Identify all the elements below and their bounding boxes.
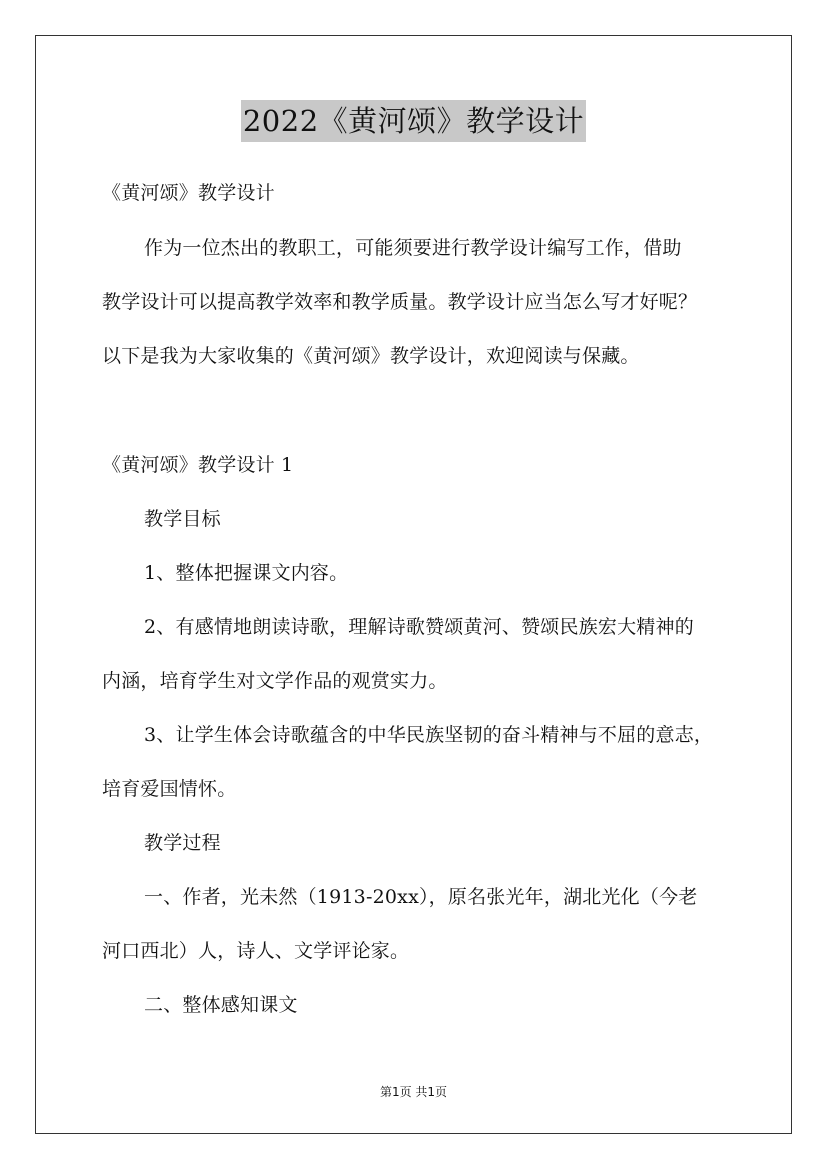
step-1-line-1: 一、作者，光未然（1913-20xx），原名张光年，湖北光化（今老 — [144, 886, 698, 908]
goal-2-line-2: 内涵，培育学生对文学作品的观赏实力。 — [102, 670, 448, 692]
intro-line-2: 教学设计可以提高教学效率和教学质量。教学设计应当怎么写才好呢？ — [102, 291, 698, 313]
intro-line-1: 作为一位杰出的教职工，可能须要进行教学设计编写工作，借助 — [144, 237, 682, 259]
title-container — [0, 100, 827, 142]
section-heading: 《黄河颂》教学设计 1 — [102, 454, 294, 476]
step-2: 二、整体感知课文 — [144, 994, 298, 1016]
goal-3-line-1: 3、让学生体会诗歌蕴含的中华民族坚韧的奋斗精神与不屈的意志， — [144, 724, 714, 746]
goals-heading: 教学目标 — [144, 508, 221, 530]
document-title: 2022《黄河颂》教学设计 — [241, 100, 586, 142]
goal-3-line-2: 培育爱国情怀。 — [102, 778, 237, 800]
subtitle: 《黄河颂》教学设计 — [102, 182, 275, 204]
page-footer: 第1页 共1页 — [379, 1085, 448, 1099]
intro-line-3: 以下是我为大家收集的《黄河颂》教学设计，欢迎阅读与保藏。 — [102, 345, 640, 367]
goal-2-line-1: 2、有感情地朗读诗歌，理解诗歌赞颂黄河、赞颂民族宏大精神的 — [144, 616, 694, 638]
step-1-line-2: 河口西北）人，诗人、文学评论家。 — [102, 940, 410, 962]
goal-1: 1、整体把握课文内容。 — [144, 562, 349, 584]
process-heading: 教学过程 — [144, 832, 221, 854]
